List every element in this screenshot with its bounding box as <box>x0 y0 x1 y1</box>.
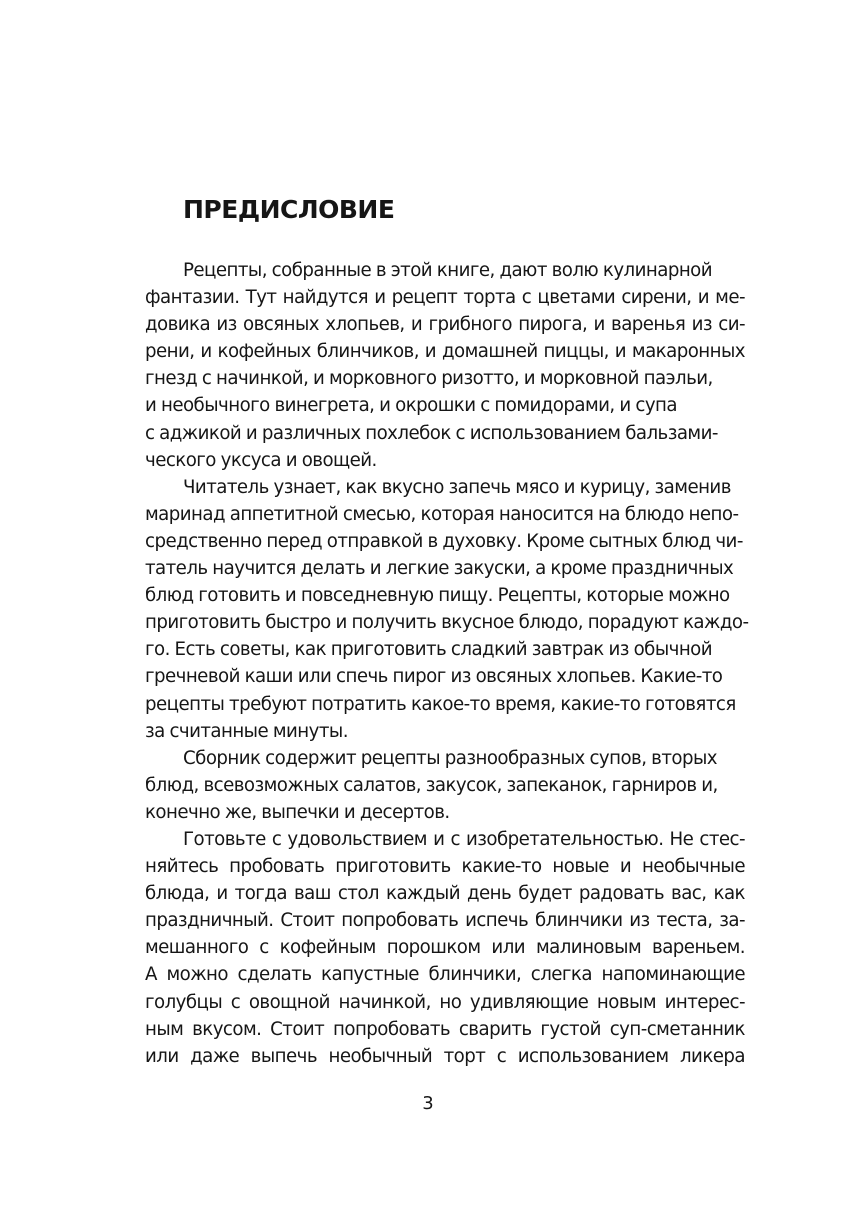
text-line: А можно сделать капустные блинчики, слегка напоминающие <box>145 964 745 986</box>
text-line: няйтесь пробовать приготовить какие-то новые и необычные <box>145 856 745 878</box>
text-line: рени, и кофейных блинчиков, и домашней пиццы, и макаронных <box>145 341 745 363</box>
text-line: голубцы с овощной начинкой, но удивляющие новым интерес- <box>145 991 745 1013</box>
text-line: Читатель узнает, как вкусно запечь мясо и курицу, заменив <box>183 476 731 498</box>
text-line: мешанного с кофейным порошком или малиновым вареньем. <box>145 937 745 959</box>
text-line: с аджикой и различных похлебок с использованием бальзами- <box>145 422 718 444</box>
text-line: го. Есть советы, как приготовить сладкий завтрак из обычной <box>145 639 713 661</box>
text-line: блюда, и тогда ваш стол каждый день будет радовать вас, как <box>145 883 745 905</box>
text-line: Сборник содержит рецепты разнообразных супов, вторых <box>183 747 717 769</box>
page-number: 3 <box>422 1093 434 1114</box>
text-line: средственно перед отправкой в духовку. Кроме сытных блюд чи- <box>145 530 743 552</box>
text-line: ным вкусом. Стоит попробовать сварить густой суп-сметанник <box>145 1018 745 1040</box>
text-line: татель научится делать и легкие закуски, а кроме праздничных <box>145 558 734 580</box>
text-line: блюд готовить и повседневную пищу. Рецепты, которые можно <box>145 585 730 607</box>
text-line: довика из овсяных хлопьев, и грибного пирога, и варенья из си- <box>145 314 745 336</box>
text-line: Готовьте с удовольствием и с изобретательностью. Не стес- <box>183 828 745 850</box>
text-line: Рецепты, собранные в этой книге, дают волю кулинарной <box>183 260 713 281</box>
text-line: приготовить быстро и получить вкусное блюдо, порадуют каждо- <box>145 612 749 634</box>
text-line: за считанные минуты. <box>145 720 348 742</box>
text-line: гречневой каши или спечь пирог из овсяных хлопьев. Какие-то <box>145 666 723 688</box>
text-line: фантазии. Тут найдутся и рецепт торта с цветами сирени, и ме- <box>145 287 745 309</box>
text-line: и необычного винегрета, и окрошки с помидорами, и супа <box>145 395 677 417</box>
text-line: или даже выпечь необычный торт с использованием ликера <box>145 1045 745 1067</box>
text-line: гнезд с начинкой, и морковного ризотто, и морковной паэльи, <box>145 368 713 390</box>
text-line: блюд, всевозможных салатов, закусок, запеканок, гарниров и, <box>145 774 718 796</box>
body-text <box>145 257 749 1070</box>
text-line: праздничный. Стоит попробовать испечь блинчики из теста, за- <box>145 910 745 932</box>
text-line: ческого уксуса и овощей. <box>145 449 377 471</box>
text-line: конечно же, выпечки и десертов. <box>145 801 450 823</box>
text-line: маринад аппетитной смесью, которая наносится на блюдо непо- <box>145 503 739 525</box>
text-line: рецепты требуют потратить какое-то время, какие-то готовятся <box>145 693 736 715</box>
chapter-heading: ПРЕДИСЛОВИЕ <box>183 195 395 224</box>
